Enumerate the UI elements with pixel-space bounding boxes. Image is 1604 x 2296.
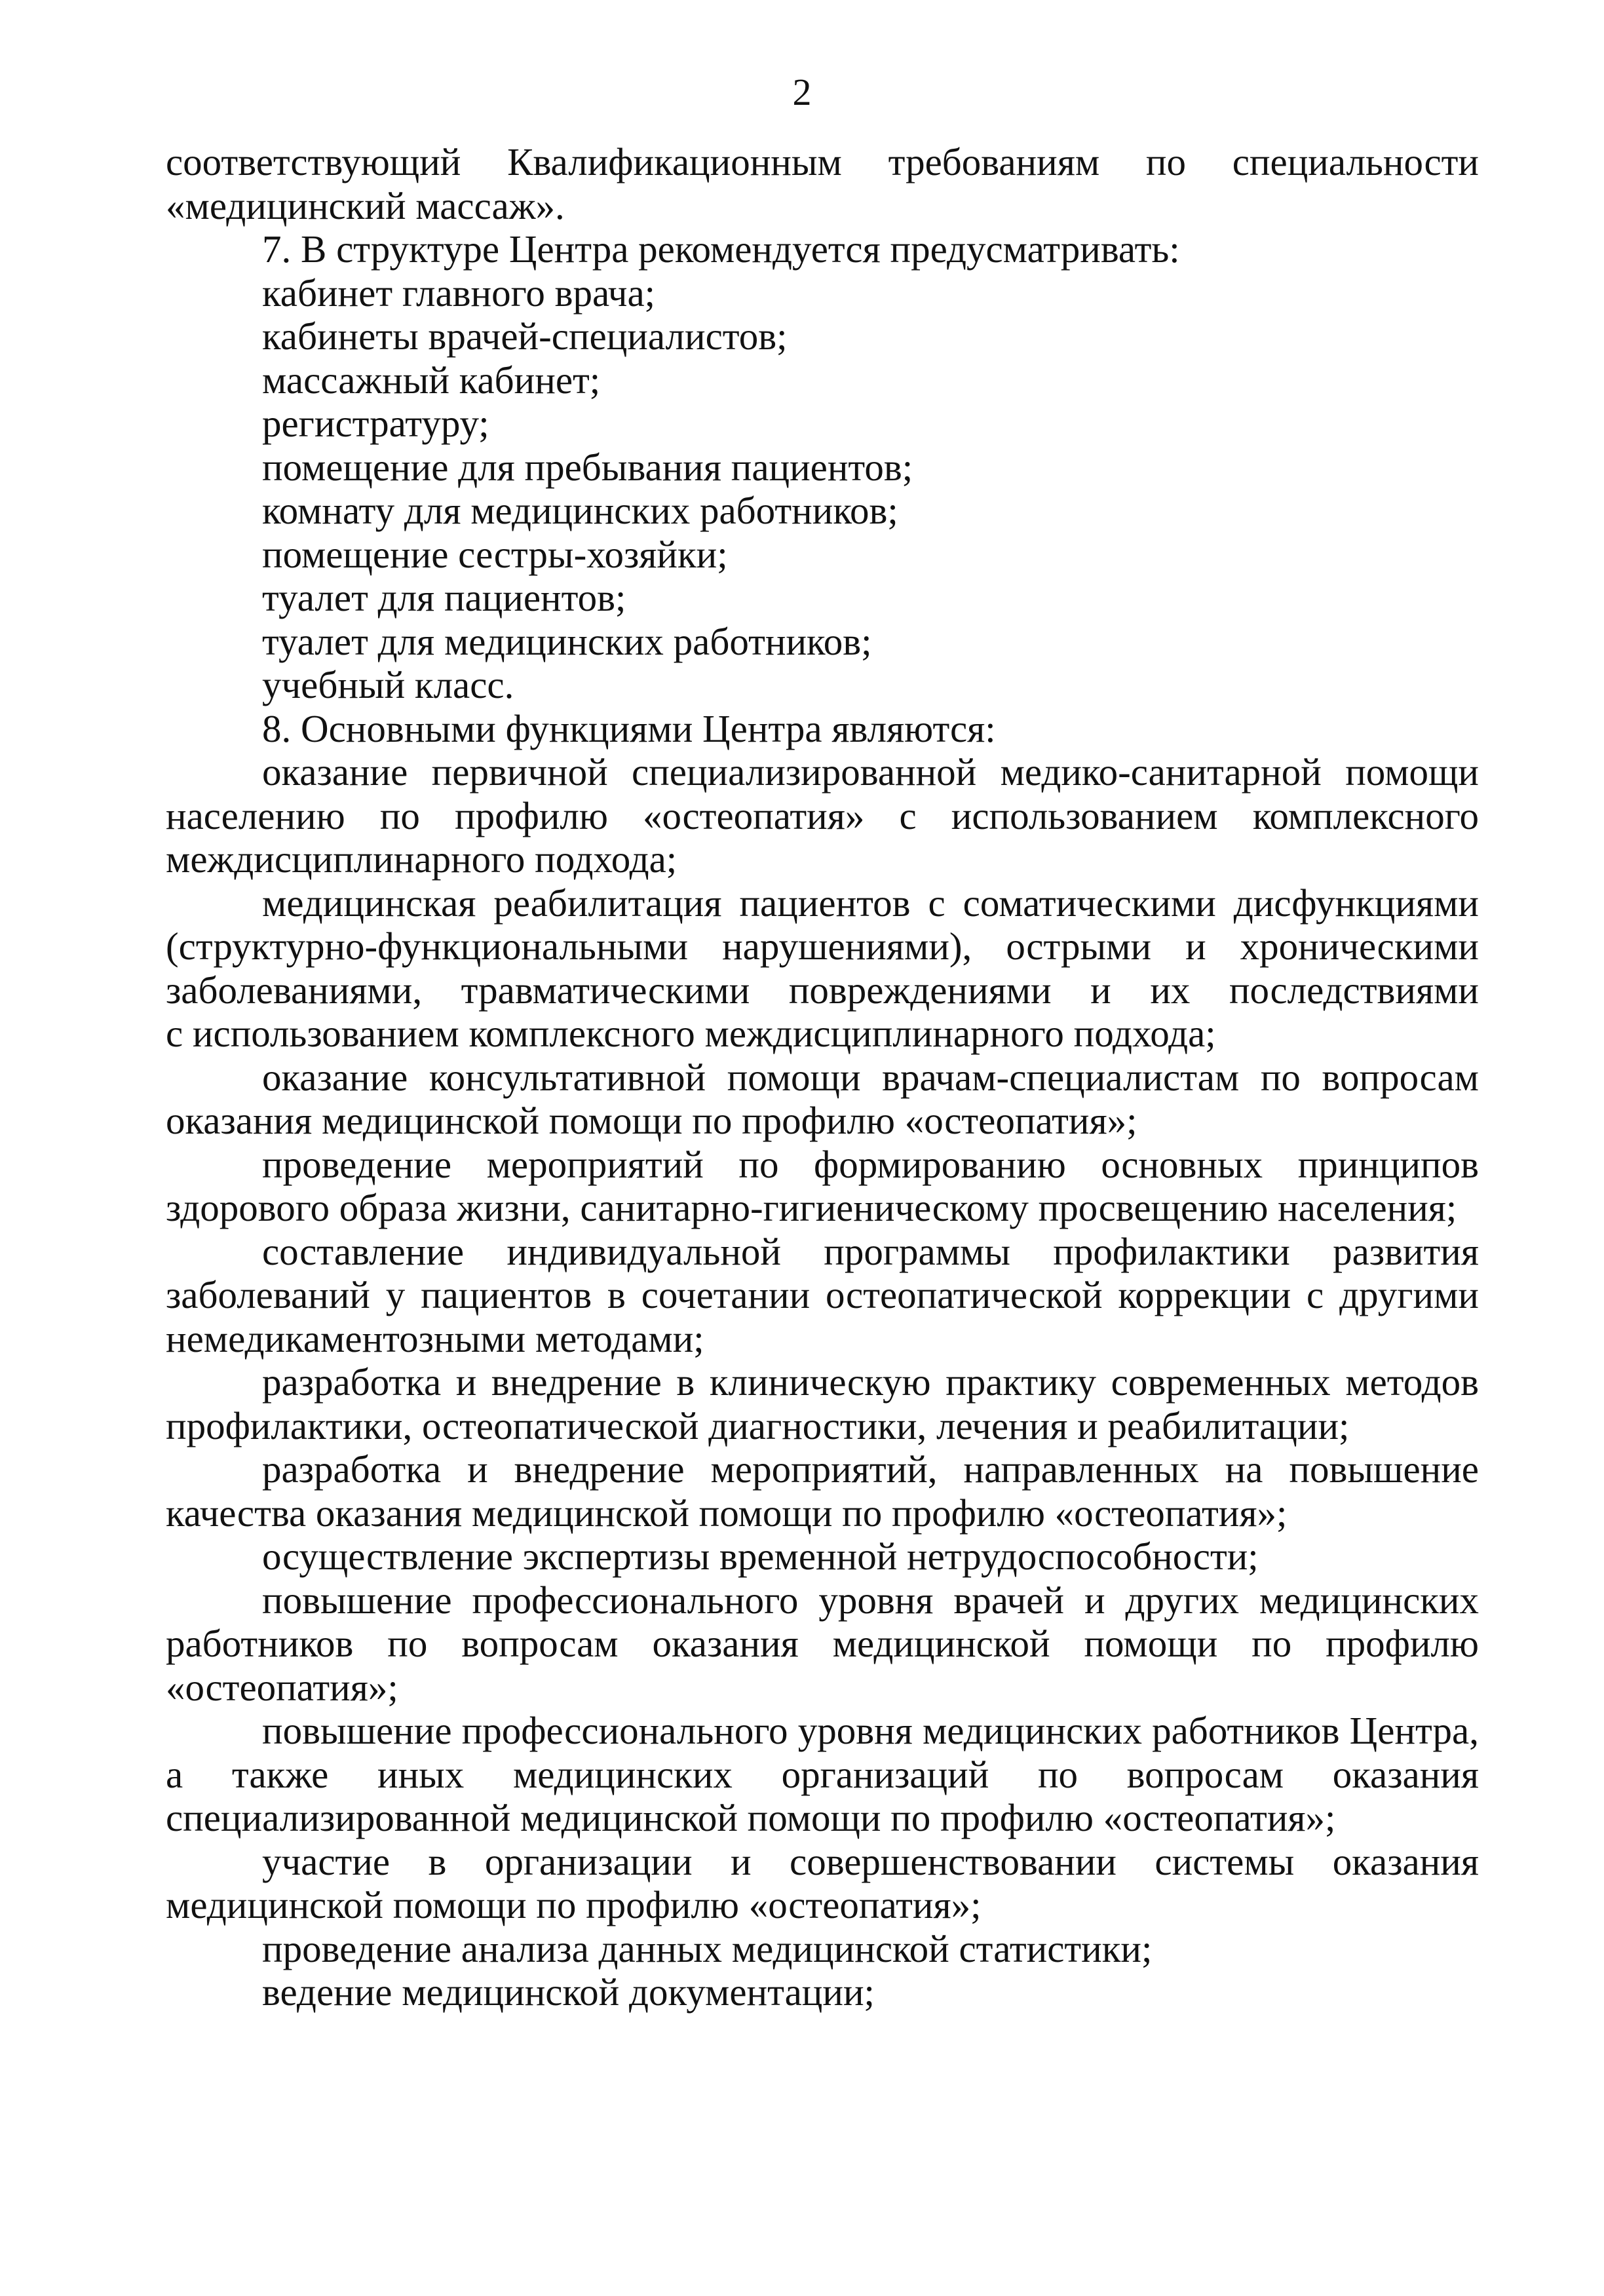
- list-item: массажный кабинет;: [262, 358, 601, 402]
- text-line: профилактики, остеопатической диагностики, лечения и реабилитации;: [166, 1404, 1350, 1447]
- list-item: учебный класс.: [262, 663, 514, 706]
- text-line: а также иных медицинских организаций по вопросам оказания: [166, 1752, 1479, 1796]
- document-body: [166, 140, 1479, 2014]
- text-line: с использованием комплексного междисциплинарного подхода;: [166, 1012, 1216, 1055]
- text-line: ведение медицинской документации;: [262, 1970, 875, 2014]
- list-item: комнату для медицинских работников;: [262, 489, 898, 532]
- list-item: регистратуру;: [262, 402, 489, 445]
- text-line: здорового образа жизни, санитарно-гигиеническому просвещению населения;: [166, 1186, 1457, 1229]
- list-item: помещение для пребывания пациентов;: [262, 445, 913, 489]
- text-line: междисциплинарного подхода;: [166, 837, 678, 881]
- text-line: «медицинский массаж».: [166, 183, 565, 227]
- list-item: кабинеты врачей-специалистов;: [262, 315, 788, 358]
- text-line: оказания медицинской помощи по профилю «остеопатия»;: [166, 1099, 1137, 1142]
- text-line: осуществление экспертизы временной нетрудоспособности;: [262, 1535, 1259, 1578]
- text-line: разработка и внедрение в клиническую практику современных методов: [262, 1360, 1479, 1404]
- text-line: проведение анализа данных медицинской статистики;: [262, 1926, 1153, 1970]
- text-line: проведение мероприятий по формированию основных принципов: [262, 1142, 1479, 1186]
- page-number: 2: [792, 71, 812, 113]
- list-item: кабинет главного врача;: [262, 271, 656, 315]
- section-7-heading: 7. В структуре Центра рекомендуется предусматривать:: [262, 227, 1180, 271]
- text-line: соответствующий Квалификационным требованиям по специальности: [166, 140, 1479, 183]
- list-item: туалет для медицинских работников;: [262, 619, 872, 663]
- text-line: специализированной медицинской помощи по профилю «остеопатия»;: [166, 1796, 1336, 1839]
- text-line: повышение профессионального уровня врачей и других медицинских: [262, 1578, 1479, 1622]
- text-line: оказание консультативной помощи врачам-специалистам по вопросам: [262, 1055, 1479, 1099]
- text-line: населению по профилю «остеопатия» с использованием комплексного: [166, 794, 1479, 837]
- text-line: (структурно-функциональными нарушениями), острыми и хроническими: [166, 925, 1479, 968]
- text-line: работников по вопросам оказания медицинской помощи по профилю: [166, 1622, 1479, 1665]
- text-line: участие в организации и совершенствовании системы оказания: [262, 1839, 1479, 1883]
- text-line: медицинской помощи по профилю «остеопатия»;: [166, 1883, 982, 1926]
- text-line: качества оказания медицинской помощи по профилю «остеопатия»;: [166, 1491, 1288, 1535]
- list-item: помещение сестры-хозяйки;: [262, 532, 728, 576]
- text-line: «остеопатия»;: [166, 1665, 398, 1709]
- text-line: составление индивидуальной программы профилактики развития: [262, 1229, 1479, 1273]
- list-item: туалет для пациентов;: [262, 576, 626, 619]
- text-line: разработка и внедрение мероприятий, направленных на повышение: [262, 1447, 1479, 1491]
- text-line: заболеваниями, травматическими повреждениями и их последствиями: [166, 968, 1479, 1012]
- text-line: повышение профессионального уровня медицинских работников Центра,: [262, 1709, 1479, 1752]
- text-line: медицинская реабилитация пациентов с соматическими дисфункциями: [262, 881, 1479, 925]
- text-line: немедикаментозными методами;: [166, 1316, 704, 1360]
- section-8-heading: 8. Основными функциями Центра являются:: [262, 706, 996, 750]
- text-line: заболеваний у пациентов в сочетании остеопатической коррекции с другими: [166, 1273, 1479, 1316]
- text-line: оказание первичной специализированной медико-санитарной помощи: [262, 750, 1479, 794]
